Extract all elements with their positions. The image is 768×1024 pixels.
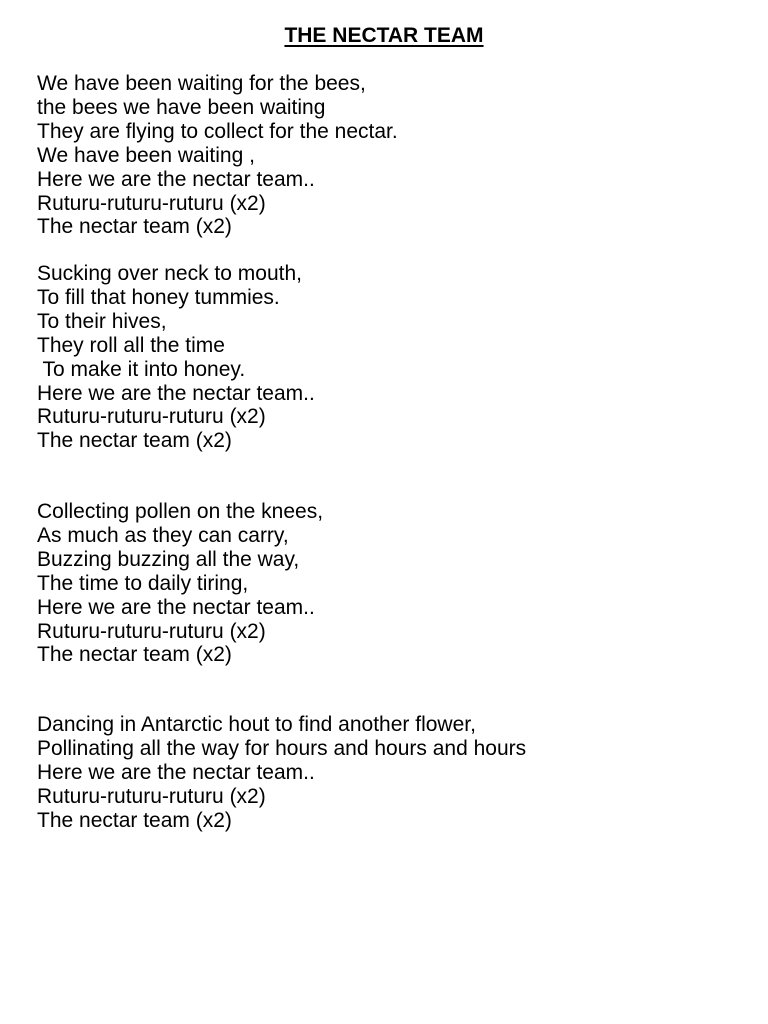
- stanza-1: [37, 72, 398, 239]
- lyric-line: Ruturu-ruturu-ruturu (x2): [37, 619, 266, 643]
- lyric-line: To their hives,: [37, 309, 167, 333]
- lyric-line: Collecting pollen on the knees,: [37, 500, 324, 523]
- lyric-line: Buzzing buzzing all the way,: [37, 547, 300, 571]
- lyric-line: Here we are the nectar team..: [37, 760, 315, 784]
- lyric-line: We have been waiting ,: [37, 143, 255, 167]
- lyric-line: The nectar team (x2): [37, 808, 232, 832]
- lyric-line: To fill that honey tummies.: [37, 285, 280, 309]
- lyric-line: The time to daily tiring,: [37, 571, 249, 595]
- lyric-line: Here we are the nectar team..: [37, 595, 315, 619]
- lyric-line: The nectar team (x2): [37, 429, 232, 453]
- stanza-4: [37, 713, 526, 833]
- lyric-line: Ruturu-ruturu-ruturu (x2): [37, 784, 266, 808]
- lyric-line: To make it into honey.: [37, 357, 246, 381]
- lyric-line: As much as they can carry,: [37, 523, 289, 547]
- lyric-line: The nectar team (x2): [37, 643, 232, 667]
- lyric-line: Sucking over neck to mouth,: [37, 262, 302, 285]
- lyric-line: Ruturu-ruturu-ruturu (x2): [37, 191, 266, 215]
- lyric-line: Dancing in Antarctic hout to find another flower,: [37, 713, 476, 736]
- stanza-3: [37, 500, 323, 667]
- lyric-line: Here we are the nectar team..: [37, 167, 315, 191]
- lyric-line: the bees we have been waiting: [37, 95, 326, 119]
- document-title: THE NECTAR TEAM: [284, 24, 484, 47]
- stanza-2: [37, 262, 315, 453]
- lyric-line: They are flying to collect for the nectar.: [37, 119, 398, 143]
- lyric-line: Here we are the nectar team..: [37, 381, 315, 405]
- lyric-line: Pollinating all the way for hours and hours and hours: [37, 736, 527, 760]
- lyric-line: We have been waiting for the bees,: [37, 72, 366, 95]
- lyric-line: They roll all the time: [37, 333, 225, 357]
- lyric-line: Ruturu-ruturu-ruturu (x2): [37, 405, 266, 429]
- lyric-line: The nectar team (x2): [37, 215, 232, 239]
